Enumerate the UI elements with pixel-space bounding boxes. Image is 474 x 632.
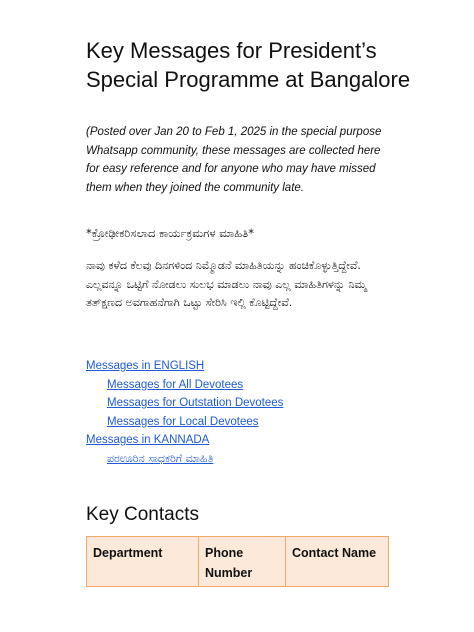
link-kannada-outstation[interactable]: ಪರಊರಿನ ಸಾಧಕರಿಗೆ ಮಾಹಿತಿ bbox=[107, 451, 214, 465]
link-all-devotees[interactable]: Messages for All Devotees bbox=[107, 378, 244, 391]
column-header-contact-name: Contact Name bbox=[286, 537, 389, 587]
document-title: Key Messages for President’s Special Programme at Bangalore bbox=[86, 38, 411, 92]
column-header-department: Department bbox=[87, 537, 199, 587]
link-messages-english[interactable]: Messages in ENGLISH bbox=[86, 360, 205, 372]
link-local-devotees[interactable]: Messages for Local Devotees bbox=[107, 415, 259, 428]
column-header-phone-number: Phone Number bbox=[199, 537, 286, 587]
kannada-heading: *ಕ್ರೋಢೀಕರಿಸಲಾದ ಕಾರ್ಯಕ್ರಮಗಳ ಮಾಹಿತಿ* bbox=[86, 226, 255, 240]
link-outstation-devotees[interactable]: Messages for Outstation Devotees bbox=[107, 397, 284, 409]
table-of-contents bbox=[86, 357, 406, 468]
contacts-table bbox=[86, 536, 389, 587]
table-header-row bbox=[87, 537, 389, 587]
link-messages-kannada[interactable]: Messages in KANNADA bbox=[86, 434, 210, 446]
key-contacts-heading: Key Contacts bbox=[86, 504, 199, 525]
document-subtitle: (Posted over Jan 20 to Feb 1, 2025 in the special purpose Whatsapp community, these messages are collected here for easy reference and for anyone who may have missed them when they joined the community late. bbox=[86, 126, 382, 194]
kannada-paragraph: ನಾವು ಕಳೆದ ಕೆಲವು ದಿನಗಳಿಂದ ನಿಮ್ಮೊಡನೆ ಮಾಹಿತಿಯನ್ನು ಹಂಚಿಕೊಳ್ಳುತ್ತಿದ್ದೇವೆ. ಎಲ್ಲವನ್ನೂ ಒಟ್ಟಿಗೆ ನೋಡಲು ಸುಲಭ ಮಾಡಲು ನಾವು ಎಲ್ಲ ಮಾಹಿತಿಗಳನ್ನು ನಿಮ್ಮ ತತ್ಕ್ಷಣದ ಅವಗಾಹನೆಗಾಗಿ ಒಟ್ಟು ಸೇರಿಸಿ ಇಲ್ಲಿ ಕೊಟ್ಟಿದ್ದೇವೆ. bbox=[86, 259, 367, 309]
